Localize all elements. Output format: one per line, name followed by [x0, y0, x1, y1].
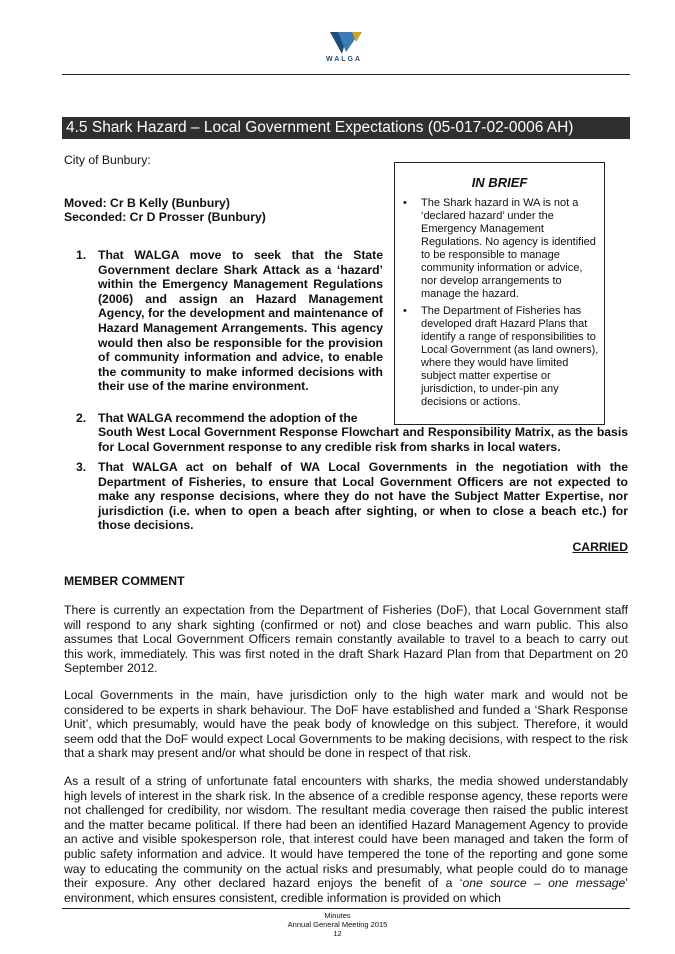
- seconded-line: Seconded: Cr D Prosser (Bunbury): [64, 210, 266, 224]
- list-item: [403, 305, 599, 409]
- comment-emphasis: one source – one message: [462, 876, 626, 891]
- in-brief-item-text: The Department of Fisheries has developed draft Hazard Plans that identify a range of responsibilities to Local Government (as land owners), where they would have limited subject matter expertise or jurisdiction, to under-pin any decisions or actions.: [421, 305, 599, 408]
- comment-paragraph: [64, 774, 628, 905]
- in-brief-item-text: The Shark hazard in WA is not a ‘declared hazard’ under the Emergency Management Regulations. No agency is identified to be responsible to manage community information or advice, nor develop arrangements to manage the hazard.: [421, 197, 596, 300]
- logo-text: WALGA: [325, 56, 363, 63]
- header-divider: [62, 74, 630, 75]
- resolution-number: 2.: [76, 411, 87, 425]
- list-item: [403, 197, 599, 301]
- bullet-icon: •: [403, 305, 407, 317]
- resolution-text: That WALGA recommend the adoption of the: [98, 411, 358, 425]
- comment-paragraph: There is currently an expectation from the Department of Fisheries (DoF), that Local Government staff will respond to any shark sighting (confirmed or not) and close beaches and warn public. This also assumes that Local Government Officers remain constantly available to travel to a beach to carry out this work, immediately. This was first noted in the draft Shark Hazard Plan from that Department on 20 September 2012.: [64, 603, 628, 676]
- comment-paragraph: Local Governments in the main, have jurisdiction only to the high water mark and would not be considered to be experts in shark behaviour. The DoF have established and funded a ‘Shark Response Unit’, which presumably, would have the peak body of knowledge on this subject. Therefore, it would seem odd that the DoF would expect Local Governments to be making decisions, with respect to the risk that a shark may present and/or what should be done in respect of that risk.: [64, 688, 628, 761]
- in-brief-box: [394, 162, 605, 425]
- in-brief-title: IN BRIEF: [471, 175, 528, 190]
- footer-line: Minutes: [324, 911, 351, 920]
- resolution-number: 1.: [76, 248, 87, 262]
- resolution-text: That WALGA move to seek that the State Government declare Shark Attack as a ‘hazard’ within the Emergency Management Regulations (2006) and assign an Hazard Management Agency, for the development and maintenance of Hazard Management Arrangements. This agency would then also be responsible for the provision of community information and advice, to enable the community to make informed decisions with their use of the marine environment.: [98, 248, 383, 394]
- member-comment-heading: MEMBER COMMENT: [64, 574, 185, 588]
- resolution-number: 3.: [76, 460, 87, 474]
- city-label: City of Bunbury:: [64, 153, 151, 167]
- resolution-text-cont: South West Local Government Response Flowchart and Responsibility Matrix, as the basis for Local Government response to any credible risk from sharks in local waters.: [98, 425, 628, 454]
- footer-divider: [62, 908, 630, 909]
- comment-text: ’ environment, which ensures consistent, credible information is provided on which: [64, 876, 628, 905]
- section-title: 4.5 Shark Hazard – Local Government Expectations (05-017-02-0006 AH): [62, 117, 630, 139]
- in-brief-list: [403, 197, 599, 413]
- resolution-text: That WALGA act on behalf of WA Local Governments in the negotiation with the Department of Fisheries, to ensure that Local Government Officers are not expected to make any response decisions, where they do not have the Subject Matter Expertise, nor jurisdiction (i.e. when to open a beach after sighting, or when to close a beach etc.) for those decisions.: [98, 460, 628, 533]
- page-number: 12: [333, 929, 342, 938]
- footer-line: Annual General Meeting 2015: [287, 920, 388, 929]
- comment-text: As a result of a string of unfortunate fatal encounters with sharks, the media showed understandably high levels of interest in the shark risk. In the absence of a credible response agency, these reports were not challenged for credibility, nor wisdom. The resultant media coverage then raised the public interest and the matter became political. If there had been an identified Hazard Management Agency to provide an active and visible spokesperson role, that interest could have been managed and taken the form of public safety information and advice. It would have tempered the tone of the reporting and gone some way to educating the community on the actual risks and presumably, what people could do to manage their exposure. Any other declared hazard enjoys the benefit of a ‘: [64, 774, 628, 891]
- moved-line: Moved: Cr B Kelly (Bunbury): [64, 196, 230, 210]
- carried-label: CARRIED: [572, 540, 628, 554]
- bullet-icon: •: [403, 197, 407, 209]
